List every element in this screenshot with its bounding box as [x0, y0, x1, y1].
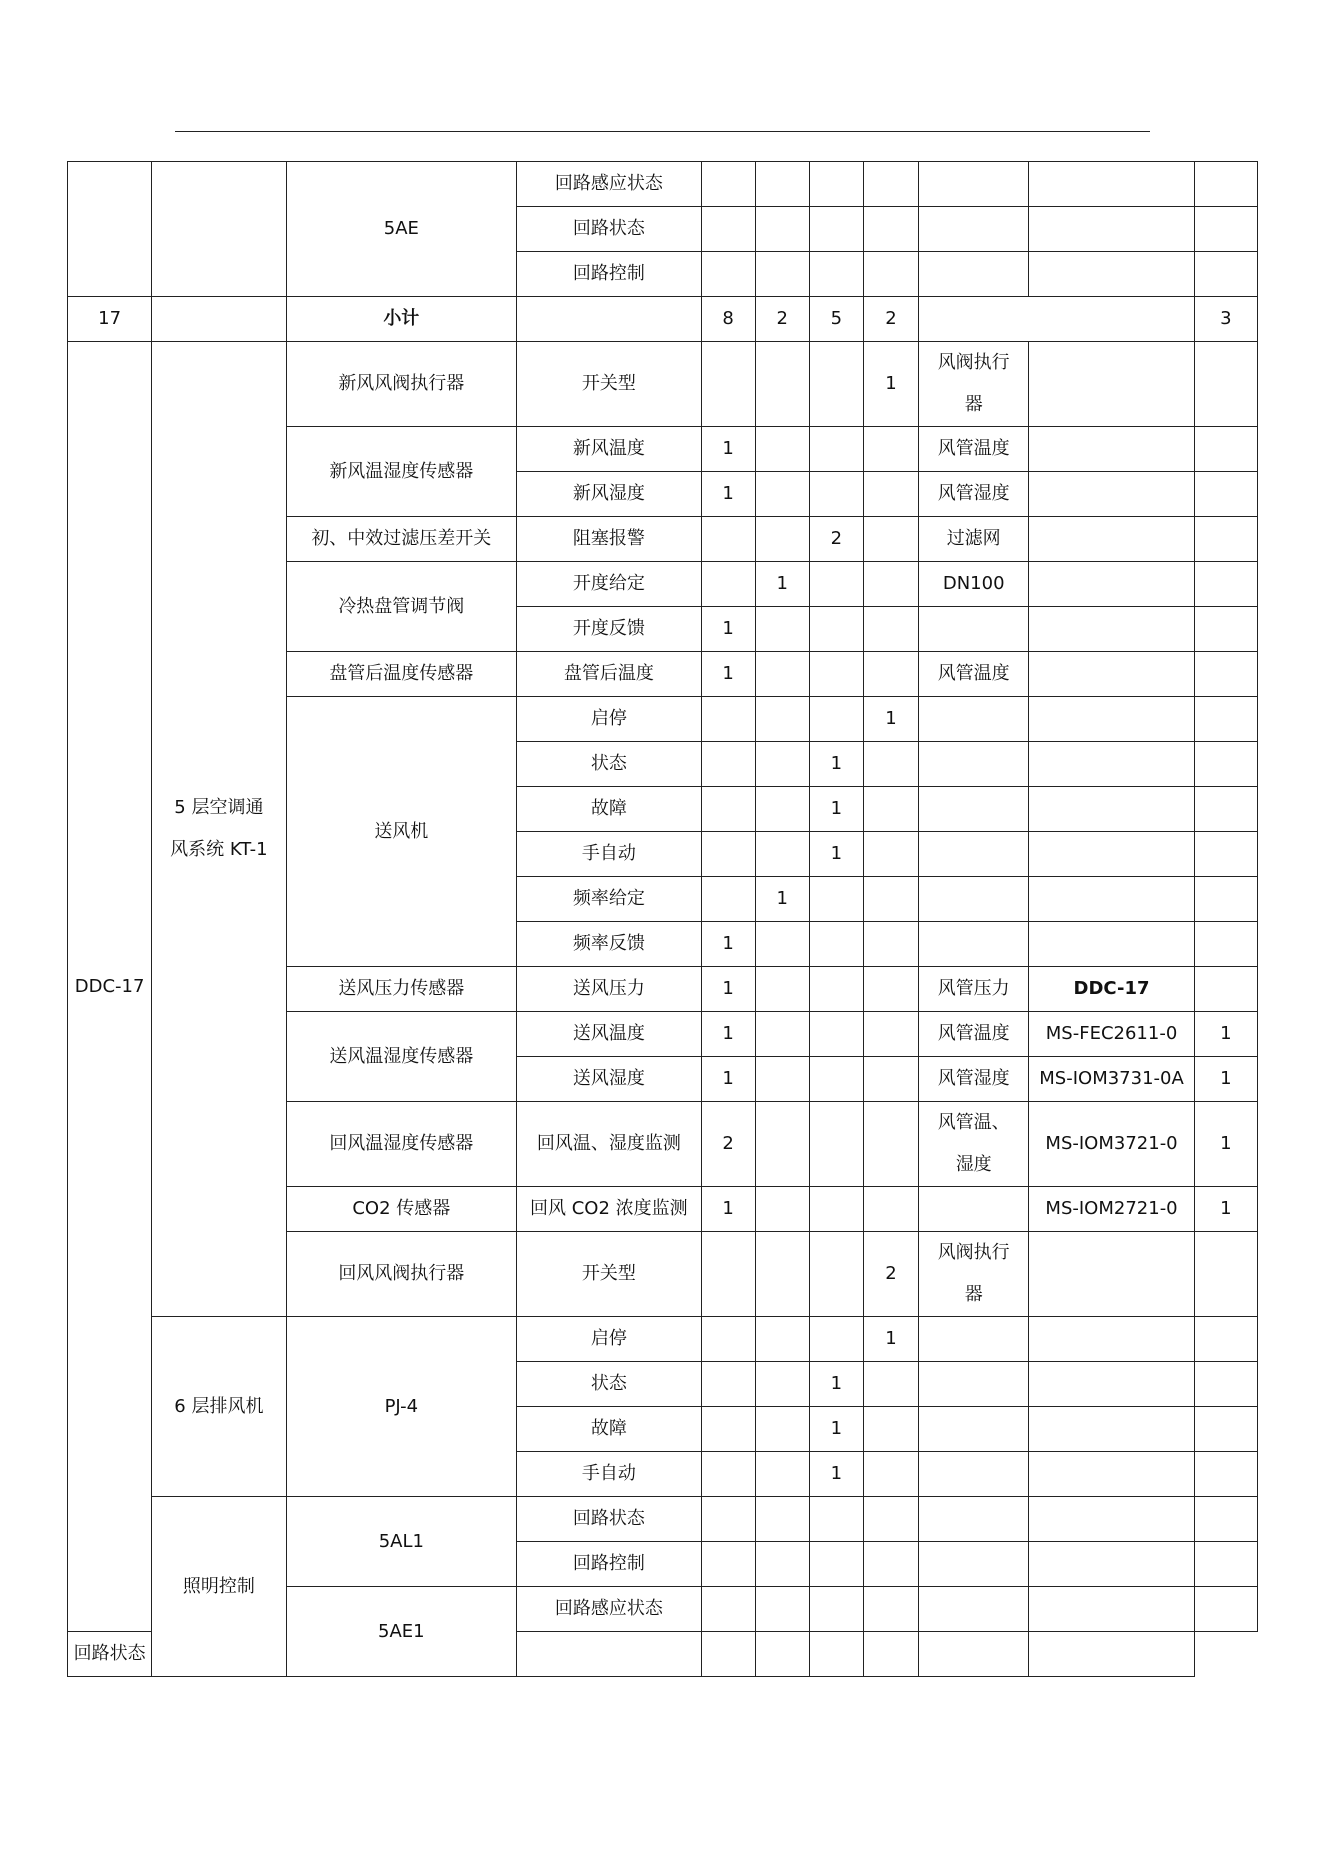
di-cell: [809, 922, 863, 967]
subtotal-label: 小计: [286, 297, 517, 342]
ai-cell: [701, 252, 755, 297]
ao-cell: [701, 1632, 755, 1677]
ao-cell: [755, 162, 809, 207]
count-cell: [1194, 787, 1257, 832]
count-cell: [1194, 1452, 1257, 1497]
point-cell: 新风湿度: [517, 472, 701, 517]
point-cell: 送风湿度: [517, 1057, 701, 1102]
controller-cell: [1029, 1587, 1194, 1632]
controller-cell: [1029, 472, 1194, 517]
remark-cell: 风阀执行 器: [919, 342, 1029, 427]
do-cell: [863, 1362, 918, 1407]
ao-cell: [755, 1317, 809, 1362]
do-cell: [863, 472, 918, 517]
count-cell: [1194, 342, 1257, 427]
di-cell: [809, 1232, 863, 1317]
remark-cell: 风管湿度: [919, 1057, 1029, 1102]
ao-cell: 1: [755, 562, 809, 607]
ai-cell: [701, 1362, 755, 1407]
ai-cell: [701, 1587, 755, 1632]
di-cell: 2: [809, 517, 863, 562]
ai-cell: 1: [701, 967, 755, 1012]
count-cell: 1: [1194, 1012, 1257, 1057]
do-cell: [863, 1057, 918, 1102]
di-cell: 1: [809, 1362, 863, 1407]
point-cell: 盘管后温度: [517, 652, 701, 697]
group-cell: 17: [68, 297, 152, 342]
ai-cell: [701, 1317, 755, 1362]
count-cell: [1194, 967, 1257, 1012]
ao-cell: [755, 832, 809, 877]
ai-cell: 1: [701, 1012, 755, 1057]
remark-cell: [919, 1407, 1029, 1452]
point-cell: 回路感应状态: [517, 1587, 701, 1632]
point-cell: 开度给定: [517, 562, 701, 607]
count-cell: [1194, 252, 1257, 297]
ai-cell: 8: [701, 297, 755, 342]
device-cell: 5AE1: [286, 1587, 517, 1677]
count-cell: [1194, 1232, 1257, 1317]
device-cell: 新风风阀执行器: [286, 342, 517, 427]
point-cell: 回路控制: [517, 1542, 701, 1587]
ai-cell: [701, 342, 755, 427]
remark-cell: 风管温度: [919, 652, 1029, 697]
di-cell: [809, 162, 863, 207]
di-cell: [809, 1057, 863, 1102]
count-cell: [1194, 652, 1257, 697]
count-cell: [1029, 1632, 1194, 1677]
do-cell: [863, 1587, 918, 1632]
controller-cell: [1029, 877, 1194, 922]
controller-cell: [1029, 162, 1194, 207]
ai-cell: [701, 162, 755, 207]
system-cell: 照明控制: [152, 1497, 286, 1677]
ao-cell: [755, 1102, 809, 1187]
point-cell: 回风温、湿度监测: [517, 1102, 701, 1187]
ao-cell: [755, 1542, 809, 1587]
table-row: [68, 1317, 1258, 1362]
point-cell: 送风压力: [517, 967, 701, 1012]
ao-cell: [755, 1187, 809, 1232]
do-cell: 2: [863, 297, 918, 342]
point-cell: 启停: [517, 1317, 701, 1362]
remark-cell: [919, 697, 1029, 742]
point-cell: 开度反馈: [517, 607, 701, 652]
count-cell: 1: [1194, 1187, 1257, 1232]
controller-cell: [1029, 697, 1194, 742]
remark-cell: [919, 297, 1195, 342]
di-cell: [809, 1497, 863, 1542]
count-cell: [1194, 562, 1257, 607]
remark-cell: 风阀执行 器: [919, 1232, 1029, 1317]
ai-cell: [701, 1542, 755, 1587]
controller-cell: MS-IOM3731-0A: [1029, 1057, 1194, 1102]
count-cell: [1194, 1497, 1257, 1542]
ao-cell: [755, 517, 809, 562]
ao-cell: [755, 252, 809, 297]
ao-cell: [755, 1012, 809, 1057]
ao-cell: [755, 1497, 809, 1542]
do-cell: [863, 967, 918, 1012]
count-cell: [1194, 742, 1257, 787]
table-row: [68, 162, 1258, 207]
count-cell: 1: [1194, 1102, 1257, 1187]
device-cell: 回风风阀执行器: [286, 1232, 517, 1317]
ai-cell: 1: [701, 427, 755, 472]
remark-cell: [919, 832, 1029, 877]
ao-cell: [755, 1452, 809, 1497]
do-cell: [863, 787, 918, 832]
ai-cell: [701, 207, 755, 252]
device-cell: 送风机: [286, 697, 517, 967]
controller-cell: [1029, 742, 1194, 787]
point-cell: 开关型: [517, 342, 701, 427]
di-cell: 5: [809, 297, 863, 342]
system-cell: 5 层空调通 风系统 KT-1: [152, 342, 286, 1317]
count-cell: [1194, 832, 1257, 877]
do-cell: [863, 1187, 918, 1232]
di-cell: [809, 427, 863, 472]
ao-cell: [755, 472, 809, 517]
do-cell: [863, 652, 918, 697]
do-cell: [863, 562, 918, 607]
do-cell: [863, 1452, 918, 1497]
controller-cell: [1029, 517, 1194, 562]
controller-cell: [1029, 652, 1194, 697]
di-cell: [809, 652, 863, 697]
do-cell: [863, 427, 918, 472]
controller-cell: [1029, 342, 1194, 427]
di-cell: [809, 1542, 863, 1587]
point-cell: 送风温度: [517, 1012, 701, 1057]
remark-cell: [919, 1317, 1029, 1362]
count-cell: [1194, 517, 1257, 562]
header-rule: [175, 131, 1150, 132]
count-cell: 1: [1194, 1057, 1257, 1102]
ai-cell: 1: [701, 607, 755, 652]
controller-cell: [919, 1632, 1029, 1677]
ao-cell: 2: [755, 297, 809, 342]
device-cell: 送风压力传感器: [286, 967, 517, 1012]
controller-cell: [1029, 1542, 1194, 1587]
ao-cell: [755, 922, 809, 967]
ao-cell: [755, 1232, 809, 1317]
controller-cell: [1029, 207, 1194, 252]
point-cell: 回风 CO2 浓度监测: [517, 1187, 701, 1232]
point-cell: 启停: [517, 697, 701, 742]
di-cell: 1: [809, 787, 863, 832]
do-cell: [863, 832, 918, 877]
remark-cell: [919, 922, 1029, 967]
remark-cell: 风管温度: [919, 427, 1029, 472]
ai-cell: [701, 697, 755, 742]
count-cell: [1194, 1587, 1257, 1632]
di-cell: [809, 607, 863, 652]
di-cell: [809, 697, 863, 742]
device-cell: CO2 传感器: [286, 1187, 517, 1232]
remark-cell: [919, 207, 1029, 252]
point-cell: 频率反馈: [517, 922, 701, 967]
di-cell: [809, 1102, 863, 1187]
point-cell: 回路控制: [517, 252, 701, 297]
controller-cell: MS-FEC2611-0: [1029, 1012, 1194, 1057]
do-cell: [809, 1632, 863, 1677]
device-cell: 回风温湿度传感器: [286, 1102, 517, 1187]
remark-cell: [919, 162, 1029, 207]
device-cell: 盘管后温度传感器: [286, 652, 517, 697]
ai-cell: [701, 1452, 755, 1497]
count-cell: [1194, 207, 1257, 252]
ao-cell: [755, 607, 809, 652]
remark-cell: DN100: [919, 562, 1029, 607]
ai-cell: 1: [701, 922, 755, 967]
count-cell: [1194, 427, 1257, 472]
do-cell: [863, 207, 918, 252]
do-cell: [863, 252, 918, 297]
controller-cell: [1029, 252, 1194, 297]
remark-cell: 风管压力: [919, 967, 1029, 1012]
di-cell: [809, 342, 863, 427]
device-cell: PJ-4: [286, 1317, 517, 1497]
point-cell: 状态: [517, 742, 701, 787]
ao-cell: [755, 1587, 809, 1632]
remark-cell: 风管温度: [919, 1012, 1029, 1057]
point-cell: 手自动: [517, 832, 701, 877]
point-cell: 故障: [517, 1407, 701, 1452]
system-cell: [152, 297, 286, 342]
point-cell: 回路状态: [517, 207, 701, 252]
controller-cell: [1029, 787, 1194, 832]
controller-cell: [1029, 562, 1194, 607]
ai-cell: 2: [701, 1102, 755, 1187]
controller-cell: [1029, 1407, 1194, 1452]
count-cell: [1194, 1362, 1257, 1407]
remark-cell: [919, 1587, 1029, 1632]
io-point-table: [67, 161, 1258, 1677]
ao-cell: [755, 697, 809, 742]
ao-cell: [755, 787, 809, 832]
ai-cell: [701, 832, 755, 877]
ao-cell: [755, 427, 809, 472]
device-cell: 5AL1: [286, 1497, 517, 1587]
controller-cell: [1029, 1497, 1194, 1542]
controller-cell: [1029, 922, 1194, 967]
ai-cell: 1: [701, 472, 755, 517]
do-cell: [863, 1102, 918, 1187]
do-cell: [863, 607, 918, 652]
controller-cell: [1029, 607, 1194, 652]
remark-cell: [863, 1632, 918, 1677]
group-cell: DDC-17: [68, 342, 152, 1632]
ao-cell: [755, 652, 809, 697]
device-cell: 新风温湿度传感器: [286, 427, 517, 517]
remark-cell: [919, 1542, 1029, 1587]
ai-cell: [701, 877, 755, 922]
device-cell: 冷热盘管调节阀: [286, 562, 517, 652]
count-cell: [1194, 877, 1257, 922]
ai-cell: 1: [701, 1187, 755, 1232]
remark-cell: [919, 742, 1029, 787]
di-cell: [809, 207, 863, 252]
table-row: [68, 342, 1258, 427]
di-cell: 1: [809, 832, 863, 877]
count-cell: [1194, 162, 1257, 207]
ao-cell: [755, 967, 809, 1012]
count-cell: [1194, 1407, 1257, 1452]
ai-cell: [701, 1407, 755, 1452]
device-cell: 初、中效过滤压差开关: [286, 517, 517, 562]
ai-cell: [701, 787, 755, 832]
do-cell: 1: [863, 697, 918, 742]
count-cell: 3: [1194, 297, 1257, 342]
controller-cell: [1029, 1317, 1194, 1362]
point-cell: 新风温度: [517, 427, 701, 472]
group-cell: [68, 162, 152, 297]
remark-cell: [919, 1452, 1029, 1497]
remark-cell: [919, 252, 1029, 297]
remark-cell: 风管温、 湿度: [919, 1102, 1029, 1187]
point-cell: 状态: [517, 1362, 701, 1407]
di-cell: [809, 967, 863, 1012]
do-cell: [863, 922, 918, 967]
controller-cell: MS-IOM2721-0: [1029, 1187, 1194, 1232]
di-cell: [809, 877, 863, 922]
do-cell: [863, 877, 918, 922]
remark-cell: [919, 607, 1029, 652]
ai-cell: [701, 517, 755, 562]
system-cell: 6 层排风机: [152, 1317, 286, 1497]
do-cell: [863, 1407, 918, 1452]
system-cell: [152, 162, 286, 297]
remark-cell: [919, 877, 1029, 922]
ao-cell: [755, 742, 809, 787]
device-cell: 送风温湿度传感器: [286, 1012, 517, 1102]
remark-cell: [919, 1497, 1029, 1542]
ao-cell: [755, 1362, 809, 1407]
table-row: [68, 1497, 1258, 1542]
do-cell: [863, 1497, 918, 1542]
point-cell: 回路状态: [68, 1632, 152, 1677]
do-cell: [863, 162, 918, 207]
di-cell: 1: [809, 742, 863, 787]
point-cell: 手自动: [517, 1452, 701, 1497]
ai-cell: [701, 1497, 755, 1542]
remark-cell: 过滤网: [919, 517, 1029, 562]
point-cell: 回路感应状态: [517, 162, 701, 207]
count-cell: [1194, 472, 1257, 517]
di-cell: [755, 1632, 809, 1677]
di-cell: [809, 1317, 863, 1362]
count-cell: [1194, 922, 1257, 967]
remark-cell: [919, 787, 1029, 832]
ai-cell: 1: [701, 1057, 755, 1102]
do-cell: [863, 1542, 918, 1587]
controller-cell: MS-IOM3721-0: [1029, 1102, 1194, 1187]
di-cell: 1: [809, 1407, 863, 1452]
di-cell: [809, 1587, 863, 1632]
ai-cell: [701, 1232, 755, 1317]
ao-cell: 1: [755, 877, 809, 922]
ao-cell: [755, 207, 809, 252]
point-cell: 回路状态: [517, 1497, 701, 1542]
device-cell: 5AE: [286, 162, 517, 297]
do-cell: 2: [863, 1232, 918, 1317]
do-cell: [863, 742, 918, 787]
ai-cell: [517, 1632, 701, 1677]
di-cell: [809, 1012, 863, 1057]
ai-cell: [701, 562, 755, 607]
di-cell: 1: [809, 1452, 863, 1497]
do-cell: 1: [863, 1317, 918, 1362]
do-cell: [863, 517, 918, 562]
point-cell: 开关型: [517, 1232, 701, 1317]
ao-cell: [755, 1407, 809, 1452]
di-cell: [809, 472, 863, 517]
controller-cell: [1029, 1362, 1194, 1407]
do-cell: [863, 1012, 918, 1057]
di-cell: [809, 562, 863, 607]
count-cell: [1194, 1542, 1257, 1587]
ai-cell: 1: [701, 652, 755, 697]
ai-cell: [701, 742, 755, 787]
point-cell: [517, 297, 701, 342]
controller-cell: [1029, 427, 1194, 472]
ao-cell: [755, 342, 809, 427]
count-cell: [1194, 607, 1257, 652]
do-cell: 1: [863, 342, 918, 427]
point-cell: 频率给定: [517, 877, 701, 922]
controller-cell: [1029, 1452, 1194, 1497]
remark-cell: [919, 1362, 1029, 1407]
di-cell: [809, 252, 863, 297]
remark-cell: 风管湿度: [919, 472, 1029, 517]
point-cell: 阻塞报警: [517, 517, 701, 562]
di-cell: [809, 1187, 863, 1232]
remark-cell: [919, 1187, 1029, 1232]
point-cell: 故障: [517, 787, 701, 832]
count-cell: [1194, 1317, 1257, 1362]
count-cell: [1194, 697, 1257, 742]
controller-cell: DDC-17: [1029, 967, 1194, 1012]
ao-cell: [755, 1057, 809, 1102]
controller-cell: [1029, 832, 1194, 877]
subtotal-row: [68, 297, 1258, 342]
controller-cell: [1029, 1232, 1194, 1317]
